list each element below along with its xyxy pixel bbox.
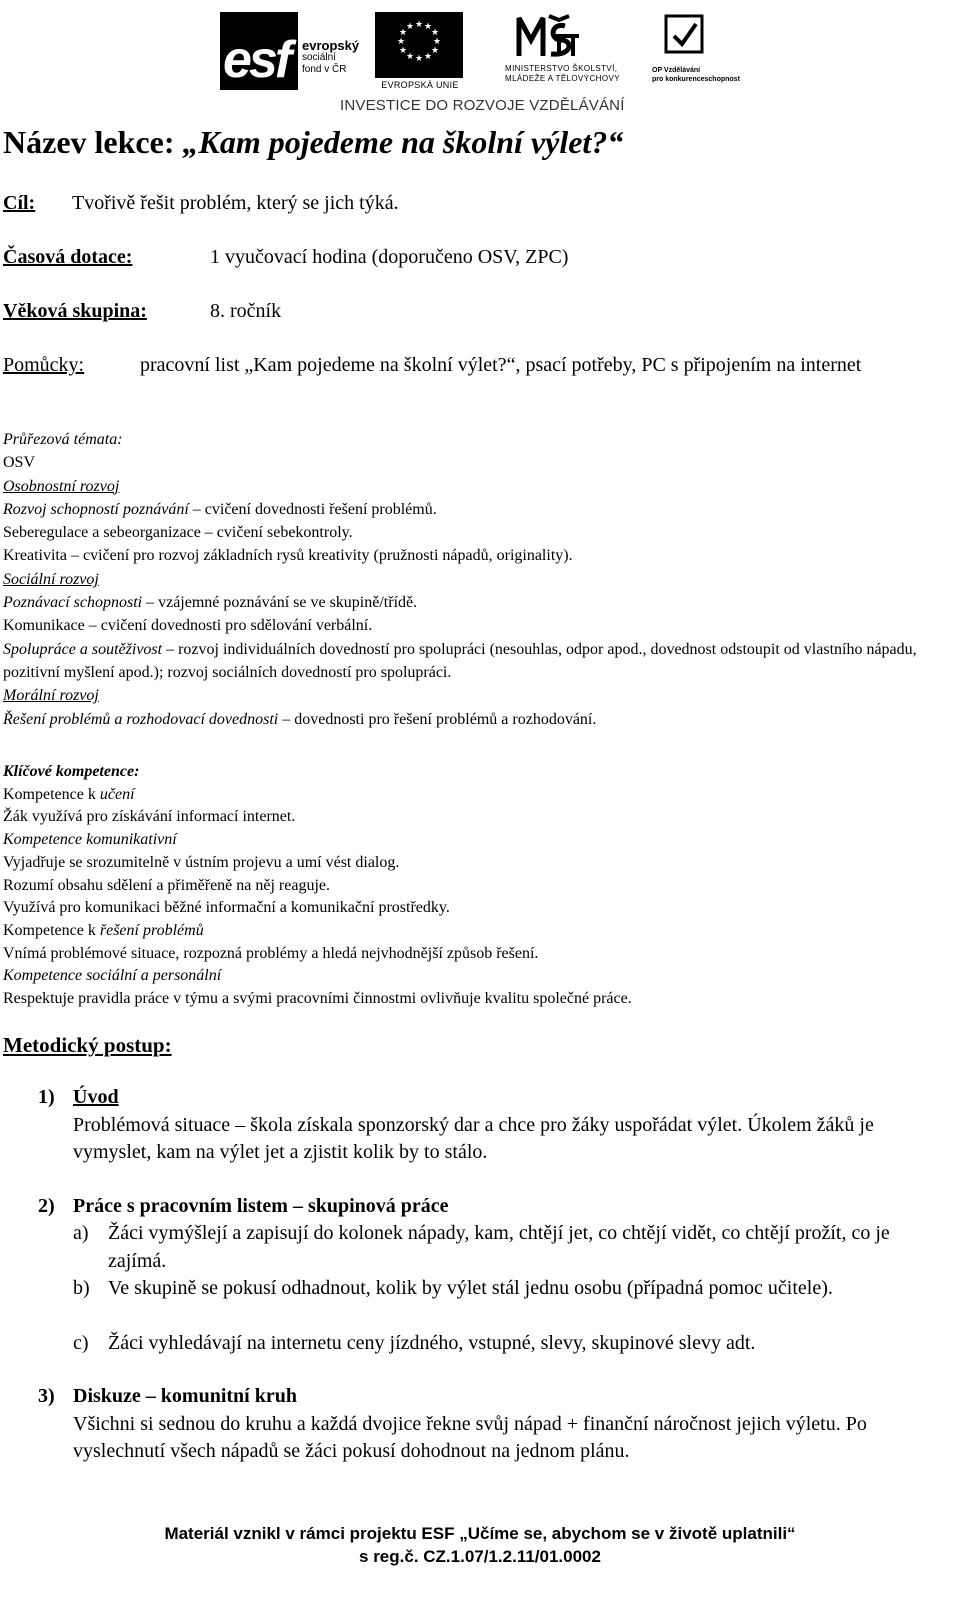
aids-value: pracovní list „Kam pojedeme na školní výlet?“, psací potřeby, PC s připojením na internet	[140, 354, 862, 376]
time-label: Časová dotace:	[3, 246, 133, 268]
esf-logo	[220, 12, 380, 92]
footer	[0, 1522, 960, 1568]
competence-learning-text: Žák využívá pro získávání informací internet.	[3, 808, 296, 826]
cross-line-7	[3, 708, 943, 731]
msmt-line-1: MINISTERSTVO ŠKOLSTVÍ,	[505, 64, 618, 73]
lesson-title-prefix: Název lekce:	[3, 124, 183, 160]
esf-line-1: evropský	[302, 38, 360, 53]
msmt-logo	[505, 10, 625, 92]
op-text	[652, 66, 742, 84]
method-heading: Metodický postup:	[3, 1033, 172, 1057]
step-1-body	[73, 1084, 948, 1167]
svg-text:★: ★	[398, 28, 408, 38]
competence-communication-text-2: Rozumí obsahu sdělení a přiměřeně na něj reaguje.	[3, 876, 330, 894]
competence-learning-name: učení	[99, 785, 135, 803]
method-step-3	[0, 1383, 960, 1468]
cross-line-6	[3, 638, 943, 685]
step-3-title: Diskuze – komunitní kruh	[73, 1385, 297, 1407]
step-3-body	[73, 1383, 948, 1466]
cross-osv: OSV	[3, 454, 36, 472]
svg-text:★: ★	[414, 20, 424, 30]
cross-line-3: Kreativita – cvičení pro rozvoj základních rysů kreativity (pružnosti nápadů, originality).	[3, 547, 573, 565]
msmt-line-2: MLÁDEŽE A TĚLOVÝCHOVY	[505, 74, 620, 83]
svg-text:★: ★	[432, 37, 442, 47]
competence-problem-solving-name: řešení problémů	[99, 921, 204, 939]
esf-letters: esf	[223, 31, 290, 89]
step-2-item-c	[73, 1330, 953, 1358]
step-2-item-a-label: a)	[73, 1222, 89, 1244]
investment-slogan: INVESTICE DO ROZVOJE VZDĚLÁVÁNÍ	[340, 97, 625, 114]
svg-text:★: ★	[423, 22, 433, 32]
competence-communication-text-1: Vyjadřuje se srozumitelně v ústním projevu a umí vést dialog.	[3, 853, 400, 871]
svg-text:★: ★	[430, 46, 440, 56]
cross-line-6-topic: Spolupráce a soutěživost	[3, 640, 163, 658]
time-value: 1 vyučovací hodina (doporučeno OSV, ZPC)	[210, 246, 569, 268]
svg-text:★: ★	[423, 52, 433, 62]
eu-flag	[375, 12, 463, 78]
svg-text:★: ★	[430, 28, 440, 38]
logo-strip	[220, 10, 740, 116]
step-2-title-wrap	[73, 1193, 948, 1221]
cross-line-2: Seberegulace a sebeorganizace – cvičení sebekontroly.	[3, 524, 353, 542]
eu-caption: EVROPSKÁ UNIE	[381, 80, 459, 90]
lesson-title-name: „Kam pojedeme na školní výlet?“	[182, 124, 624, 160]
esf-line-3: fond v ČR	[302, 64, 347, 75]
cross-line-7-topic: Řešení problémů a rozhodovací dovednosti	[3, 710, 279, 728]
msmt-text	[505, 64, 635, 84]
step-2-item-a	[73, 1220, 953, 1275]
cross-heading: Průřezová témata:	[3, 431, 123, 448]
cross-line-7-text: – dovednosti pro řešení problémů a rozhodování.	[278, 710, 597, 728]
step-3-number: 3)	[38, 1385, 55, 1407]
step-2-item-c-label: c)	[73, 1332, 89, 1354]
op-logo	[650, 10, 740, 92]
competence-social: Kompetence sociální a personální	[3, 967, 222, 985]
competence-problem-solving-prefix: Kompetence k	[3, 921, 100, 939]
cross-line-1-topic: Rozvoj schopností poznávání	[3, 500, 189, 518]
cross-social-heading: Sociální rozvoj	[3, 570, 99, 588]
competence-communication: Kompetence komunikativní	[3, 831, 177, 849]
cross-line-1-text: – cvičení dovednosti řešení problémů.	[188, 500, 437, 518]
cross-line-4-topic: Poznávací schopnosti	[3, 594, 143, 612]
competence-learning-prefix: Kompetence k	[3, 785, 100, 803]
step-2-number: 2)	[38, 1195, 55, 1217]
competence-learning	[3, 784, 943, 807]
step-2-item-a-text: Žáci vymýšlejí a zapisují do kolonek nápady, kam, chtějí jet, co chtějí vidět, co chtějí prožít, co je zajímá.	[108, 1222, 890, 1272]
age-label: Věková skupina:	[3, 300, 147, 322]
eu-logo	[375, 12, 465, 94]
cross-curricular-section	[3, 428, 943, 731]
op-mark-icon	[660, 12, 708, 60]
cross-line-1	[3, 498, 943, 521]
svg-text:★: ★	[405, 22, 415, 32]
eu-stars-icon	[375, 12, 463, 78]
svg-text:★: ★	[398, 46, 408, 56]
cross-line-4-text: – vzájemné poznávání se ve skupině/třídě.	[142, 594, 418, 612]
cross-line-6-text: – rozvoj individuálních dovedností pro spolupráci (nesouhlas, odpor apod., dovednost odstoupit od vlastního nápadu, pozitivní myšlení apod.); rozvoj sociálních dovedností pro spolupráci.	[3, 640, 917, 681]
competence-problem-solving-text: Vnímá problémové situace, rozpozná problémy a hledá nejvhodnější způsob řešení.	[3, 944, 539, 962]
footer-line-2: s reg.č. CZ.1.07/1.2.11/01.0002	[359, 1547, 601, 1566]
esf-line-2: sociální	[302, 52, 336, 63]
op-line-2: pro konkurenceschopnost	[652, 76, 740, 83]
age-value: 8. ročník	[210, 300, 282, 322]
step-2-item-b-label: b)	[73, 1277, 90, 1299]
esf-logo-text	[302, 40, 359, 76]
step-1-number: 1)	[38, 1086, 55, 1108]
cross-personal-heading: Osobnostní rozvoj	[3, 477, 120, 495]
step-2-title: Práce s pracovním listem – skupinová práce	[73, 1195, 449, 1217]
lesson-title	[3, 118, 623, 166]
cross-line-4	[3, 591, 943, 614]
competence-communication-text-3: Využívá pro komunikaci běžné informační a komunikační prostředky.	[3, 899, 450, 917]
step-2-item-b	[73, 1275, 953, 1330]
aids-label: Pomůcky:	[3, 354, 85, 376]
op-line-1: OP Vzdělávání	[652, 67, 701, 74]
step-2-item-c-text: Žáci vyhledávají na internetu ceny jízdného, vstupné, slevy, skupinové slevy adt.	[108, 1332, 756, 1354]
msmt-mark-icon	[515, 10, 585, 60]
goal-label: Cíl:	[3, 192, 36, 214]
svg-text:★: ★	[405, 52, 415, 62]
cross-moral-heading: Morální rozvoj	[3, 687, 99, 705]
method-step-1	[0, 1084, 960, 1169]
step-1-text: Problémová situace – škola získala sponzorský dar a chce pro žáky uspořádat výlet. Úkolem žáků je vymyslet, kam na výlet jet a zjistit kolik by to stálo.	[73, 1113, 874, 1163]
competence-problem-solving	[3, 920, 943, 943]
svg-text:★: ★	[414, 54, 424, 64]
competence-social-text: Respektuje pravidla práce v týmu a svými pracovními činnostmi ovlivňuje kvalitu společné práce.	[3, 990, 632, 1008]
method-step-2	[0, 1193, 960, 1363]
step-1-title: Úvod	[73, 1086, 119, 1108]
footer-line-1: Materiál vznikl v rámci projektu ESF „Učíme se, abychom se v životě uplatnili“	[164, 1524, 796, 1543]
step-3-text: Všichni si sednou do kruhu a každá dvojice řekne svůj nápad + finanční náročnost jejich výletu. Po vyslechnutí všech nápadů se žáci pokusí dohodnout na jednom plánu.	[73, 1412, 867, 1462]
key-competences-section	[3, 761, 943, 1011]
cross-line-5: Komunikace – cvičení dovednosti pro sdělování verbální.	[3, 617, 373, 635]
esf-mark	[220, 12, 298, 90]
step-2-item-b-text: Ve skupině se pokusí odhadnout, kolik by výlet stál jednu osobu (případná pomoc učitele).	[108, 1277, 833, 1299]
competences-heading: Klíčové kompetence:	[3, 763, 140, 780]
goal-value: Tvořivě řešit problém, který se jich týká.	[72, 192, 399, 214]
svg-text:★: ★	[396, 37, 406, 47]
